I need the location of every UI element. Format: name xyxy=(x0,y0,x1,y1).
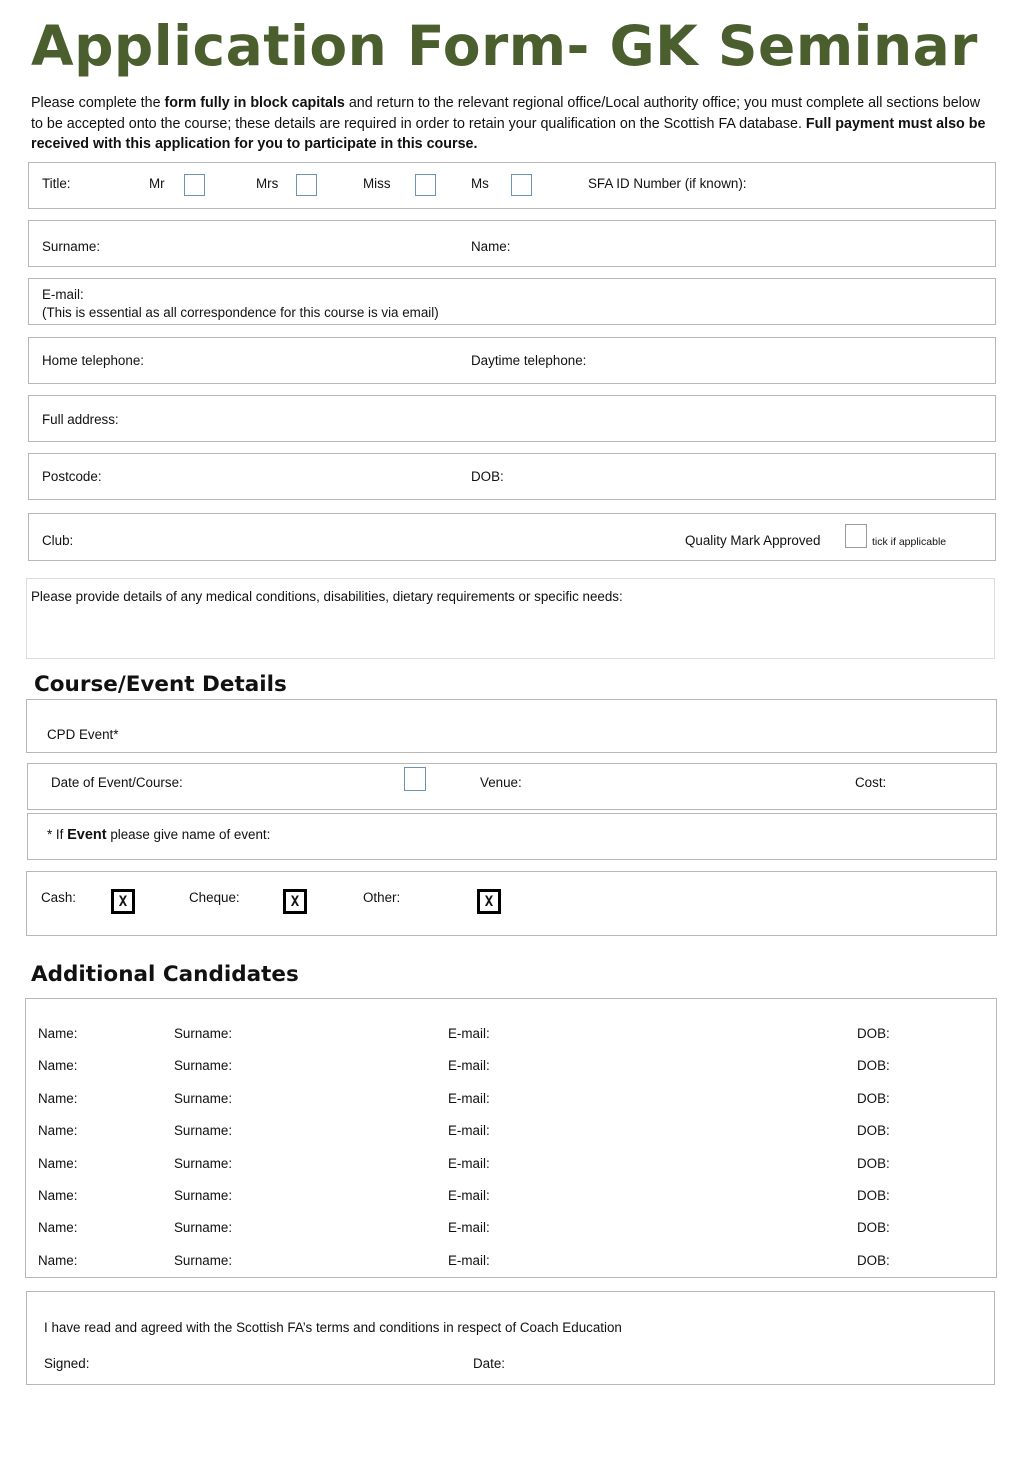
candidate-dob-label[interactable]: DOB: xyxy=(857,1090,890,1106)
candidate-surname-label[interactable]: Surname: xyxy=(174,1026,233,1041)
candidate-surname-label[interactable]: Surname: xyxy=(174,1123,233,1139)
quality-mark-checkbox[interactable] xyxy=(845,524,867,548)
mr-label: Mr xyxy=(149,176,165,191)
address-label: Full address: xyxy=(42,412,119,427)
candidate-email-label[interactable]: E-mail: xyxy=(448,1058,490,1074)
declaration-box xyxy=(26,1291,995,1385)
cheque-label: Cheque: xyxy=(189,890,240,905)
other-checkbox[interactable]: X xyxy=(477,889,501,914)
postcode-label: Postcode: xyxy=(42,469,102,484)
mrs-label: Mrs xyxy=(256,176,279,191)
candidate-email-label[interactable]: E-mail: xyxy=(448,1090,490,1106)
email-note: (This is essential as all correspondence for this course is via email) xyxy=(42,305,439,320)
candidate-name-label[interactable]: Name: xyxy=(38,1123,78,1139)
candidate-surname-label[interactable]: Surname: xyxy=(174,1220,233,1236)
venue-label: Venue: xyxy=(480,775,522,790)
quality-mark-label: Quality Mark Approved xyxy=(685,533,821,548)
ms-checkbox[interactable] xyxy=(511,174,532,196)
home-telephone-label: Home telephone: xyxy=(42,353,144,368)
candidate-email-label[interactable]: E-mail: xyxy=(448,1123,490,1139)
address-row[interactable] xyxy=(28,395,996,442)
candidate-dob-label[interactable]: DOB: xyxy=(857,1220,890,1236)
miss-checkbox[interactable] xyxy=(415,174,436,196)
dob-label: DOB: xyxy=(471,469,504,484)
mrs-checkbox[interactable] xyxy=(296,174,317,196)
cash-checkbox[interactable]: X xyxy=(111,889,135,914)
candidate-name-label[interactable]: Name: xyxy=(38,1058,78,1074)
form-title: Application Form- GK Seminar xyxy=(31,14,978,78)
candidate-dob-label[interactable]: DOB: xyxy=(857,1188,890,1203)
payment-row xyxy=(26,871,997,936)
tick-note: tick if applicable xyxy=(872,536,947,548)
additional-heading: Additional Candidates xyxy=(31,962,299,987)
cpd-event-row[interactable] xyxy=(26,699,997,753)
declaration-date-label[interactable]: Date: xyxy=(473,1356,506,1371)
name-label: Name: xyxy=(471,239,511,254)
candidate-dob-label[interactable]: DOB: xyxy=(857,1058,890,1074)
email-label: E-mail: xyxy=(42,287,84,302)
candidate-name-label[interactable]: Name: xyxy=(38,1090,78,1106)
candidate-dob-label[interactable]: DOB: xyxy=(857,1026,890,1041)
cost-label: Cost: xyxy=(855,775,887,790)
candidate-name-label[interactable]: Name: xyxy=(38,1026,78,1041)
surname-label: Surname: xyxy=(42,239,101,254)
candidate-email-label[interactable]: E-mail: xyxy=(448,1026,490,1041)
candidate-surname-label[interactable]: Surname: xyxy=(174,1252,233,1268)
candidate-email-label[interactable]: E-mail: xyxy=(448,1220,490,1236)
candidate-dob-label[interactable]: DOB: xyxy=(857,1252,890,1268)
candidate-dob-label[interactable]: DOB: xyxy=(857,1155,890,1171)
candidate-name-label[interactable]: Name: xyxy=(38,1188,78,1203)
daytime-telephone-label: Daytime telephone: xyxy=(471,353,587,368)
event-note: * If Event please give name of event: xyxy=(47,827,271,843)
candidate-surname-label[interactable]: Surname: xyxy=(174,1090,233,1106)
title-label: Title: xyxy=(42,176,71,191)
ms-label: Ms xyxy=(471,176,489,191)
mr-checkbox[interactable] xyxy=(184,174,205,196)
surname-name-row[interactable] xyxy=(28,220,996,267)
cash-label: Cash: xyxy=(41,890,76,905)
sfa-id-label: SFA ID Number (if known): xyxy=(588,176,747,191)
date-checkbox[interactable] xyxy=(404,767,426,791)
candidate-dob-label[interactable]: DOB: xyxy=(857,1123,890,1139)
cheque-checkbox[interactable]: X xyxy=(283,889,307,914)
candidate-email-label[interactable]: E-mail: xyxy=(448,1252,490,1268)
other-label: Other: xyxy=(363,890,401,905)
additional-candidates-table xyxy=(25,998,997,1278)
candidate-email-label[interactable]: E-mail: xyxy=(448,1155,490,1171)
intro-text: Please complete the form fully in block capitals and return to the relevant regional office/Local authority office; you must complete all sections below to be accepted onto the course; these details are required in order to retain your qualification on the Scottish FA database. Full payment must also be received with this application for you to participate in this course. xyxy=(31,95,986,152)
medical-label: Please provide details of any medical conditions, disabilities, dietary requirements or specific needs: xyxy=(31,589,623,604)
candidate-surname-label[interactable]: Surname: xyxy=(174,1188,233,1203)
candidate-surname-label[interactable]: Surname: xyxy=(174,1155,233,1171)
miss-label: Miss xyxy=(363,176,391,191)
candidate-surname-label[interactable]: Surname: xyxy=(174,1058,233,1074)
signed-label[interactable]: Signed: xyxy=(44,1356,90,1371)
cpd-event-label: CPD Event* xyxy=(47,727,119,742)
candidate-name-label[interactable]: Name: xyxy=(38,1252,78,1268)
candidate-name-label[interactable]: Name: xyxy=(38,1155,78,1171)
declaration-text: I have read and agreed with the Scottish FA’s terms and conditions in respect of Coach Education xyxy=(44,1320,622,1335)
candidate-name-label[interactable]: Name: xyxy=(38,1220,78,1236)
course-heading: Course/Event Details xyxy=(34,672,287,697)
date-label: Date of Event/Course: xyxy=(51,775,183,790)
candidate-email-label[interactable]: E-mail: xyxy=(448,1188,490,1203)
club-label: Club: xyxy=(42,533,74,548)
postcode-dob-row[interactable] xyxy=(28,453,996,500)
